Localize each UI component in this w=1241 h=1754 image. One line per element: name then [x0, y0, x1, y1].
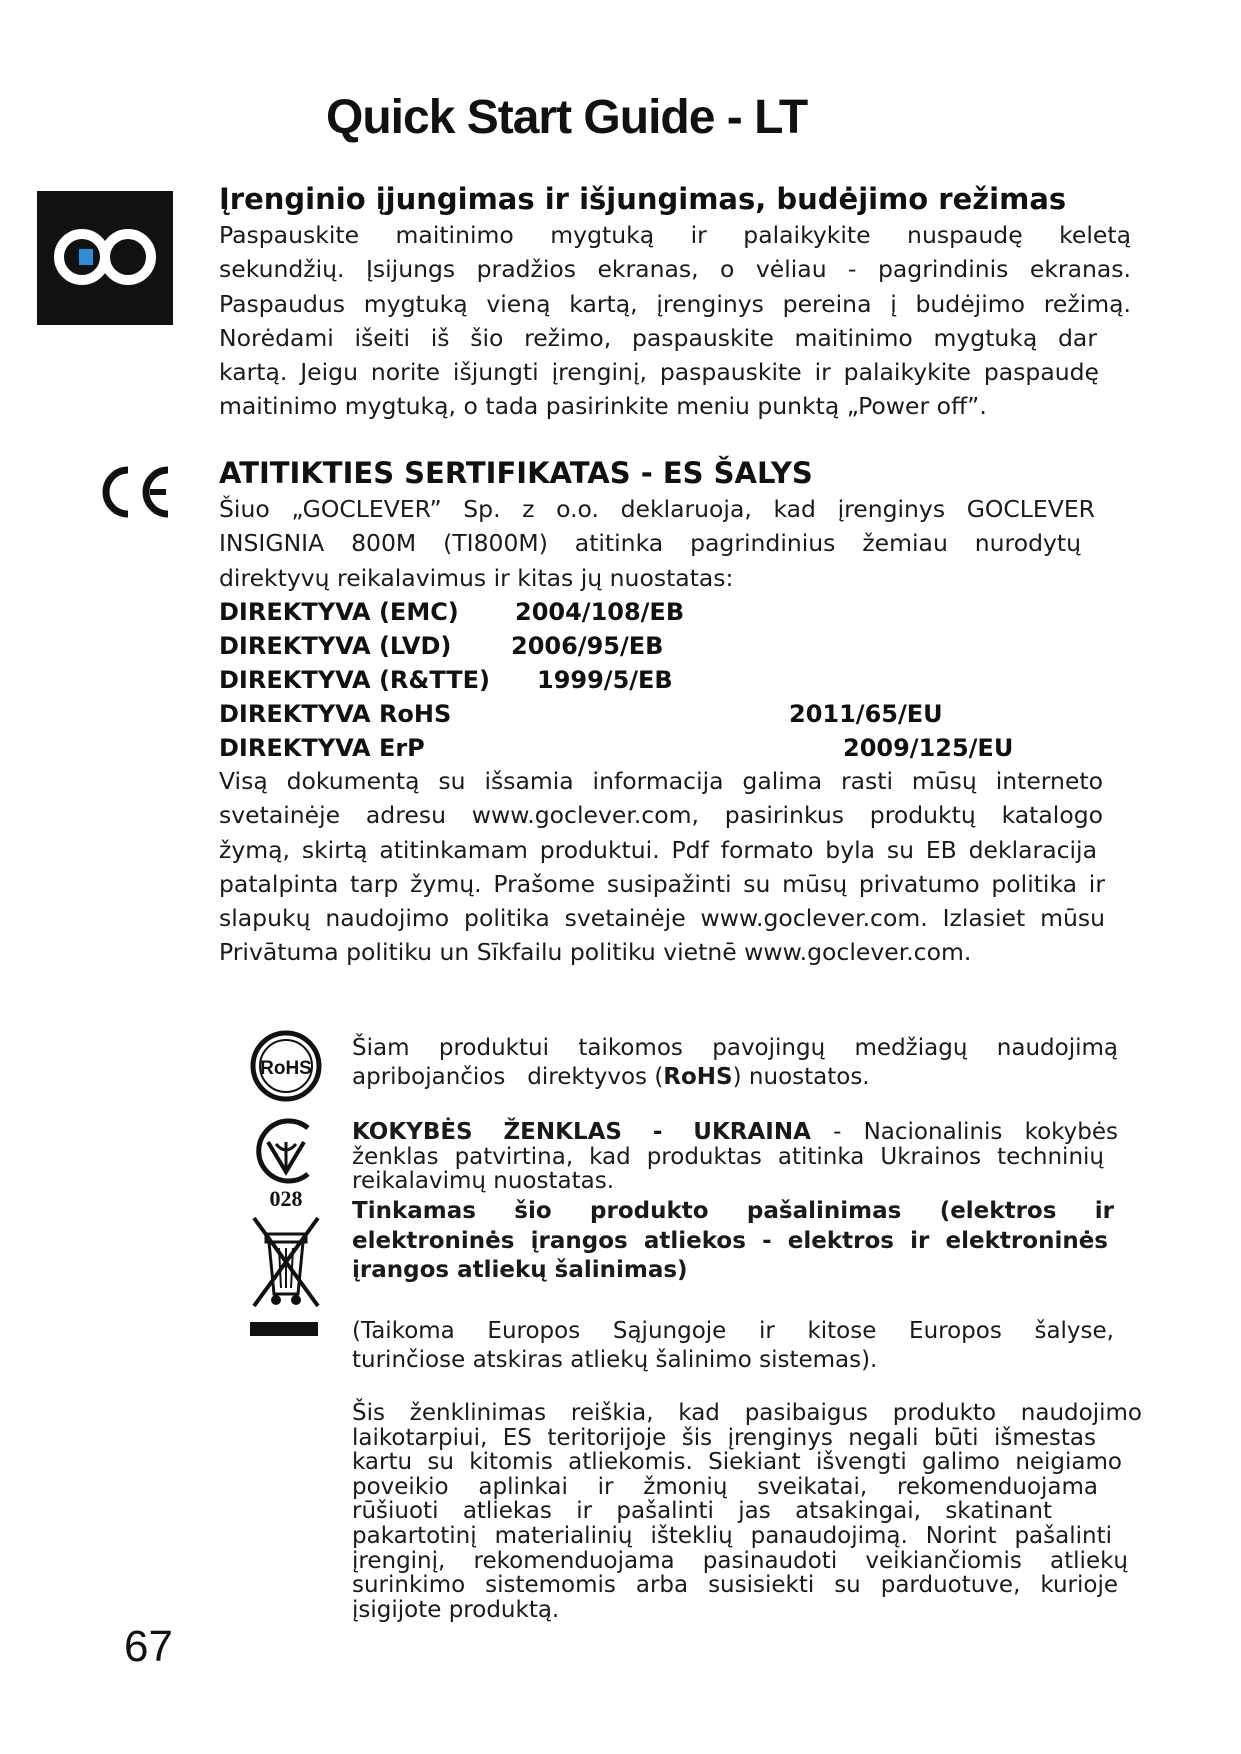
- ukraine-quality-mark-icon: [246, 1112, 326, 1212]
- text-line: slapukų naudojimo politika svetainėje www.goclever.com. Izlasiet mūsu: [219, 904, 1105, 933]
- text-line: direktyvų reikalavimus ir kitas jų nuostatas:: [219, 563, 734, 592]
- text-line: sekundžių. Įsijungs pradžios ekranas, o vėliau - pagrindinis ekranas.: [219, 255, 1131, 284]
- directive-name: DIREKTYVA RoHS: [219, 700, 452, 728]
- text-line: Šis ženklinimas reiškia, kad pasibaigus produkto naudojimo: [352, 1400, 1142, 1426]
- text-line: Norėdami išeiti iš šio režimo, paspauskite maitinimo mygtuką dar: [219, 323, 1097, 352]
- text-fragment: - Nacionalinis kokybės: [810, 1119, 1118, 1145]
- cert-outro: [219, 764, 1103, 970]
- ukraine-paragraph: [352, 1120, 1118, 1194]
- text-line: svetainėje adresu www.goclever.com, pasirinkus produktų katalogo: [219, 801, 1103, 830]
- text-line: maitinimo mygtuką, o tada pasirinkite meniu punktą „Power off”.: [219, 392, 987, 421]
- directive-code: 2004/108/EB: [515, 598, 685, 626]
- text-fragment: ) nuostatos.: [732, 1064, 870, 1090]
- text-line: elektroninės įrangos atliekos - elektros ir elektroninės: [352, 1227, 1108, 1254]
- text-line: žymą, skirtą atitinkamam produktui. Pdf formato byla su EB deklaracija: [219, 835, 1097, 864]
- power-heading: Įrenginio įjungimas ir išjungimas, budėjimo režimas: [219, 182, 1067, 216]
- page-number: 67: [124, 1622, 173, 1671]
- directive-code: 1999/5/EB: [537, 666, 673, 694]
- directive-row: [219, 734, 1014, 762]
- cert-heading: ATITIKTIES SERTIFIKATAS - ES ŠALYS: [219, 456, 813, 490]
- text-line: reikalavimų nuostatas.: [352, 1168, 615, 1194]
- text-line: (Taikoma Europos Sąjungoje ir kitose Europos šalyse,: [352, 1318, 1114, 1344]
- text-line: Paspauskite maitinimo mygtuką ir palaikykite nuspaudę keletą: [219, 221, 1131, 249]
- text-line: turinčiose atskiras atliekų šalinimo sistemas).: [352, 1347, 878, 1373]
- text-line: pakartotinį materialinių išteklių panaudojimą. Norint pašalinti: [352, 1522, 1112, 1549]
- text-line: rūšiuoti atliekas ir pašalinti jas atsakingai, skatinant: [352, 1498, 1052, 1525]
- page-title: Quick Start Guide - LT: [326, 91, 808, 144]
- text-line: ženklas patvirtina, kad produktas atitinka Ukrainos techninių: [352, 1143, 1104, 1170]
- text-line: [352, 1063, 1118, 1092]
- text-line: poveikio aplinkai ir žmonių sveikatai, rekomenduojama: [352, 1473, 1098, 1500]
- text-line: Šiam produktui taikomos pavojingų medžiagų naudojimą: [352, 1035, 1118, 1061]
- directive-row: [219, 632, 664, 660]
- directive-row: [219, 666, 673, 694]
- text-line: surinkimo sistemomis arba susisiekti su parduotuve, kurioje: [352, 1572, 1118, 1599]
- text-line: laikotarpiui, ES teritorijoje šis įrenginys negali būti išmestas: [352, 1424, 1096, 1451]
- directive-code: 2009/125/EU: [843, 734, 1014, 762]
- ukraine-heading: KOKYBĖS ŽENKLAS - UKRAINA: [352, 1119, 811, 1145]
- text-line: Privātuma politiku un Sīkfailu politiku vietnē www.goclever.com.: [219, 938, 972, 967]
- eu-paragraph: [352, 1317, 1114, 1375]
- text-line: įrangos atliekų šalinimas): [352, 1257, 688, 1283]
- text-line: INSIGNIA 800M (TI800M) atitinka pagrindinius žemiau nurodytų: [219, 529, 1081, 558]
- compliance-icons: [246, 1026, 326, 1338]
- weee-bin-icon: [246, 1212, 326, 1338]
- text-line: patalpinta tarp žymų. Prašome susipažinti su mūsų privatumo politika ir: [219, 869, 1105, 898]
- power-paragraph: [219, 218, 1131, 424]
- goclever-logo-icon: [37, 191, 173, 325]
- text-line: Visą dokumentą su išsamia informacija galima rasti mūsų interneto: [219, 767, 1103, 795]
- directive-code: 2011/65/EU: [789, 700, 943, 728]
- rohs-paragraph: [352, 1034, 1118, 1092]
- text-line: kartu su kitomis atliekomis. Siekiant išvengti galimo neigiamo: [352, 1449, 1122, 1476]
- cert-intro: [219, 492, 1095, 595]
- text-line: kartą. Jeigu norite išjungti įrenginį, paspauskite ir palaikykite paspaudę: [219, 358, 1099, 387]
- rohs-icon: [246, 1026, 326, 1106]
- rohs-bold: RoHS: [663, 1064, 733, 1090]
- text-line: [352, 1120, 1118, 1145]
- directive-name: DIREKTYVA (R&TTE): [219, 666, 490, 694]
- directive-row: [219, 598, 685, 626]
- text-line: Paspaudus mygtuką vieną kartą, įrenginys pereina į budėjimo režimą.: [219, 289, 1131, 318]
- directive-code: 2006/95/EB: [511, 632, 664, 660]
- directive-name: DIREKTYVA (LVD): [219, 632, 452, 660]
- text-line: įrenginį, rekomenduojama pasinaudoti veikiančiomis atliekų: [352, 1547, 1128, 1574]
- directive-name: DIREKTYVA (EMC): [219, 598, 459, 626]
- text-line: Šiuo „GOCLEVER” Sp. z o.o. deklaruoja, kad įrenginys GOCLEVER: [219, 495, 1095, 523]
- text-line: Tinkamas šio produkto pašalinimas (elektros ir: [352, 1198, 1114, 1224]
- marking-paragraph: [352, 1401, 1142, 1622]
- directive-row: [219, 700, 943, 728]
- ce-mark-icon: [96, 462, 176, 527]
- goclever-logo: [37, 191, 173, 325]
- rohs-icon-text: RoHS: [260, 1058, 312, 1079]
- text-fragment: apribojančios direktyvos (: [352, 1064, 664, 1090]
- weee-heading: [352, 1197, 1114, 1286]
- text-line: įsigijote produktą.: [352, 1596, 560, 1623]
- ukraine-mark-code: 028: [269, 1186, 303, 1211]
- directive-name: DIREKTYVA ErP: [219, 734, 425, 762]
